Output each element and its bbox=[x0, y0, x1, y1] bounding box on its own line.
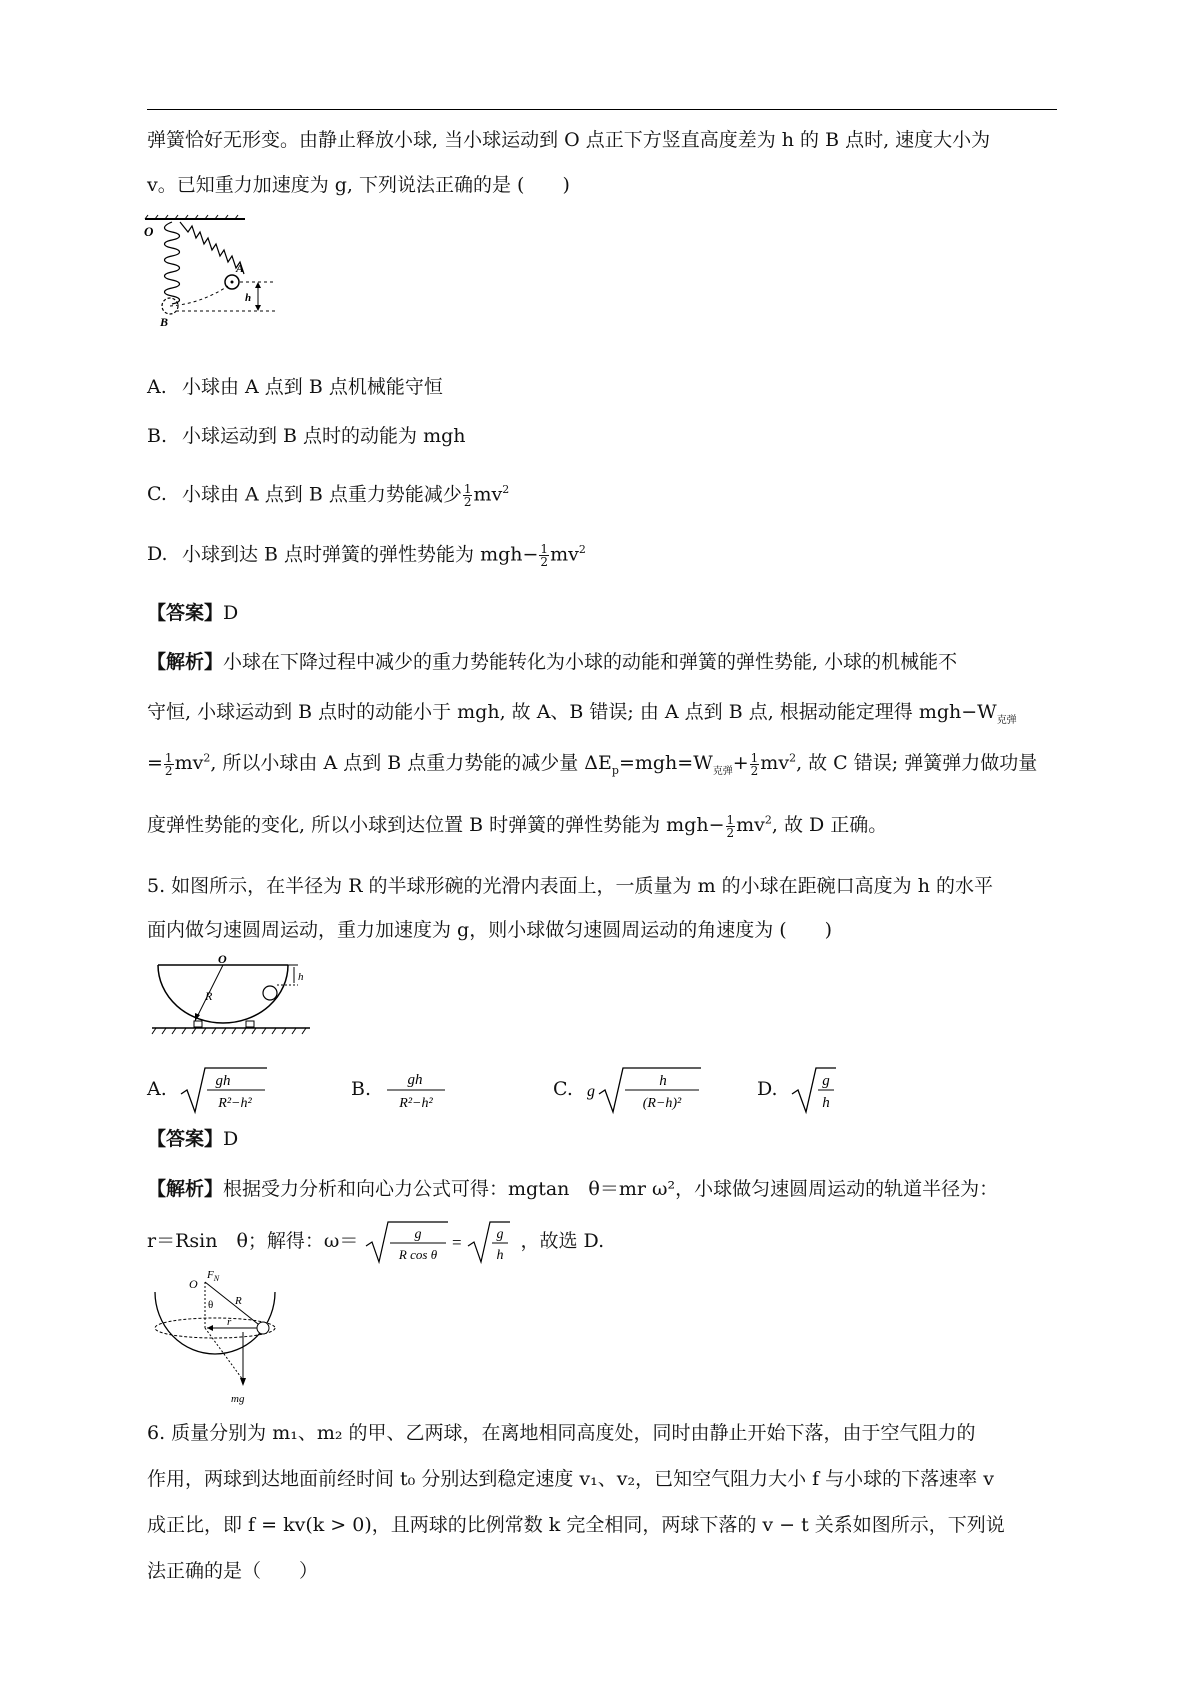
analysis-tag: 【解析】 bbox=[147, 1178, 224, 1200]
answer-value: D bbox=[223, 602, 239, 624]
q6-stem-line4: 法正确的是（ ） bbox=[147, 1560, 319, 1582]
q4-option-b[interactable] bbox=[147, 422, 466, 450]
q5-option-b[interactable] bbox=[351, 1064, 453, 1116]
q6-stem-line1: 6. 质量分别为 m₁、m₂ 的甲、乙两球，在离地相同高度处，同时由静止开始下落，由于空气阻力的 bbox=[147, 1422, 976, 1444]
fig2-label-r: r bbox=[227, 1316, 232, 1328]
q4-spring-figure bbox=[140, 214, 290, 364]
option-text: 小球由 A 点到 B 点重力势能减少 bbox=[182, 483, 462, 506]
option-tail: mv bbox=[550, 543, 579, 566]
analysis-text: mv bbox=[174, 752, 204, 774]
sqrt-expr-a bbox=[179, 1064, 269, 1116]
option-text: 小球到达 B 点时弹簧的弹性势能为 mgh− bbox=[182, 543, 539, 566]
fraction-half: $\frac{1}{2}$ bbox=[726, 812, 735, 840]
q5-stem-line2: 面内做匀速圆周运动，重力加速度为 g，则小球做匀速圆周运动的角速度为 ( ) bbox=[147, 919, 833, 941]
svg-text:R cos θ: R cos θ bbox=[399, 1247, 438, 1262]
q4-option-d[interactable]: D. 小球到达 B 点时弹簧的弹性势能为 mgh− $\frac{1}{2}$ $mv^2$ bbox=[147, 541, 586, 569]
q5-option-d[interactable] bbox=[757, 1064, 840, 1116]
svg-text:gh: gh bbox=[215, 1073, 231, 1089]
sqrt-expr-c bbox=[585, 1064, 705, 1116]
svg-text:g: g bbox=[414, 1227, 422, 1242]
analysis-sub: 克弹 bbox=[712, 765, 733, 777]
q4-fig-label-B: B bbox=[160, 315, 169, 329]
header-rule bbox=[147, 109, 1057, 110]
analysis-text: mv bbox=[736, 814, 765, 836]
q5-fig-label-R: R bbox=[205, 989, 213, 1003]
svg-text:g: g bbox=[821, 1073, 830, 1089]
svg-text:g: g bbox=[496, 1227, 504, 1242]
q4-fig-label-O: O bbox=[144, 224, 154, 239]
q5-fig-label-h: h bbox=[298, 971, 304, 983]
svg-text:(R−h)²: (R−h)² bbox=[642, 1096, 682, 1111]
analysis-text: , 故 D 正确。 bbox=[771, 814, 888, 836]
fraction-half: $\frac{1}{2}$ bbox=[164, 750, 173, 778]
fig2-label-R: R bbox=[235, 1295, 242, 1307]
analysis-text: , 故 C 错误; 弹簧弹力做功量 bbox=[796, 752, 1038, 774]
omega-formula bbox=[364, 1218, 514, 1266]
analysis-text: + bbox=[732, 752, 749, 774]
q5-fig-label-O: O bbox=[218, 955, 227, 966]
option-text: 小球运动到 B 点时的动能为 mgh bbox=[182, 425, 466, 447]
q5-force-figure bbox=[145, 1268, 295, 1408]
q4-fig-label-h: h bbox=[245, 292, 252, 304]
svg-text:=: = bbox=[452, 1233, 463, 1252]
analysis-text: = bbox=[147, 752, 163, 774]
option-label: C. bbox=[147, 483, 167, 506]
svg-text:g: g bbox=[586, 1083, 595, 1100]
svg-text:h: h bbox=[496, 1248, 504, 1263]
answer-tag: 【答案】 bbox=[147, 1128, 224, 1150]
answer-value: D bbox=[223, 1128, 239, 1150]
analysis-sub: p bbox=[611, 763, 619, 777]
analysis-text: r＝Rsin θ；解得：ω＝ bbox=[147, 1230, 359, 1252]
q4-stem-line2: v。已知重力加速度为 g, 下列说法正确的是 ( ) bbox=[147, 174, 570, 196]
q5-stem-line1: 5. 如图所示，在半径为 R 的半球形碗的光滑内表面上，一质量为 m 的小球在距碗口高度为 h 的水平 bbox=[147, 875, 993, 897]
analysis-text: 根据受力分析和向心力公式可得：mgtan θ＝mr ω²，小球做匀速圆周运动的轨道半径为： bbox=[223, 1178, 999, 1200]
option-label: A. bbox=[147, 376, 167, 398]
q4-analysis-line2 bbox=[147, 697, 1017, 726]
fig2-label-mg: mg bbox=[231, 1393, 245, 1405]
q5-answer bbox=[147, 1124, 238, 1151]
q4-analysis-line1 bbox=[147, 647, 957, 674]
analysis-text: 度弹性势能的变化, 所以小球到达位置 B 时弹簧的弹性势能为 mgh− bbox=[147, 814, 725, 836]
svg-text:R²−h²: R²−h² bbox=[399, 1096, 433, 1111]
q6-stem-line2: 作用，两球到达地面前经时间 t₀ 分别达到稳定速度 v₁、v₂，已知空气阻力大小 f 与小球的下落速率 v bbox=[147, 1468, 994, 1490]
q5-analysis-line1 bbox=[147, 1174, 998, 1201]
analysis-text: =mgh=W bbox=[618, 752, 713, 774]
option-label: B. bbox=[147, 425, 168, 447]
analysis-text: 守恒, 小球运动到 B 点时的动能小于 mgh, 故 A、B 错误; 由 A 点到 B 点, 根据动能定理得 mgh−W bbox=[147, 701, 997, 723]
q4-answer bbox=[147, 598, 238, 625]
q4-stem-line1: 弹簧恰好无形变。由静止释放小球, 当小球运动到 O 点正下方竖直高度差为 h 的 B 点时, 速度大小为 bbox=[147, 129, 991, 151]
analysis-text: 小球在下降过程中减少的重力势能转化为小球的动能和弹簧的弹性势能, 小球的机械能不 bbox=[223, 651, 958, 673]
q6-stem-line3: 成正比，即 f = kv(k > 0)，且两球的比例常数 k 完全相同，两球下落的 v − t 关系如图所示，下列说 bbox=[147, 1514, 1005, 1536]
option-label: A. bbox=[147, 1078, 167, 1100]
answer-tag: 【答案】 bbox=[147, 602, 224, 624]
fig2-label-O: O bbox=[189, 1277, 198, 1291]
fig2-label-FN: $F_N$ bbox=[207, 1269, 220, 1283]
svg-text:gh: gh bbox=[407, 1072, 423, 1088]
analysis-text: , 所以小球由 A 点到 B 点重力势能的减少量 ΔE bbox=[210, 752, 612, 774]
q4-fig-label-A: A bbox=[236, 261, 245, 275]
fraction-half: $\frac{1}{2}$ bbox=[463, 481, 472, 509]
option-label: D. bbox=[757, 1078, 778, 1100]
q5-bowl-figure bbox=[150, 955, 320, 1040]
q4-analysis-line3: = $\frac{1}{2}$ $mv^2$, 所以小球由 A 点到 B 点重力势能的减少量 $\Delta E_p=mgh=W_{克弹}+$ $\frac{1}{2}$ $mv^2$, 故 C 错误; 弹簧弹力做功量 bbox=[147, 750, 1038, 778]
fig2-label-theta: θ bbox=[208, 1299, 214, 1311]
analysis-text: mv bbox=[760, 752, 790, 774]
q4-analysis-line4: 度弹性势能的变化, 所以小球到达位置 B 时弹簧的弹性势能为 mgh− $\frac{1}{2}$ $mv^2$, 故 D 正确。 bbox=[147, 812, 888, 840]
frac-expr-b bbox=[383, 1064, 453, 1116]
fraction-half: $\frac{1}{2}$ bbox=[540, 541, 549, 569]
q5-analysis-line2 bbox=[147, 1218, 604, 1266]
option-text: 小球由 A 点到 B 点机械能守恒 bbox=[182, 376, 443, 398]
analysis-tag: 【解析】 bbox=[147, 651, 224, 673]
analysis-text: ，故选 D. bbox=[520, 1230, 605, 1252]
option-label: B. bbox=[351, 1078, 372, 1100]
svg-text:R²−h²: R²−h² bbox=[218, 1096, 252, 1111]
option-label: D. bbox=[147, 543, 168, 566]
option-label: C. bbox=[553, 1078, 573, 1100]
sqrt-expr-d bbox=[790, 1064, 840, 1116]
q5-option-a[interactable] bbox=[147, 1064, 269, 1116]
q5-option-c[interactable] bbox=[553, 1064, 705, 1116]
svg-text:h: h bbox=[821, 1095, 830, 1111]
fraction-half: $\frac{1}{2}$ bbox=[750, 750, 759, 778]
q4-option-a[interactable] bbox=[147, 373, 443, 401]
svg-text:h: h bbox=[659, 1073, 667, 1089]
q4-option-c[interactable]: C. 小球由 A 点到 B 点重力势能减少 $\frac{1}{2}$ $mv^2$ bbox=[147, 481, 510, 509]
analysis-sub: 克弹 bbox=[996, 714, 1017, 726]
option-tail: mv bbox=[473, 483, 503, 506]
